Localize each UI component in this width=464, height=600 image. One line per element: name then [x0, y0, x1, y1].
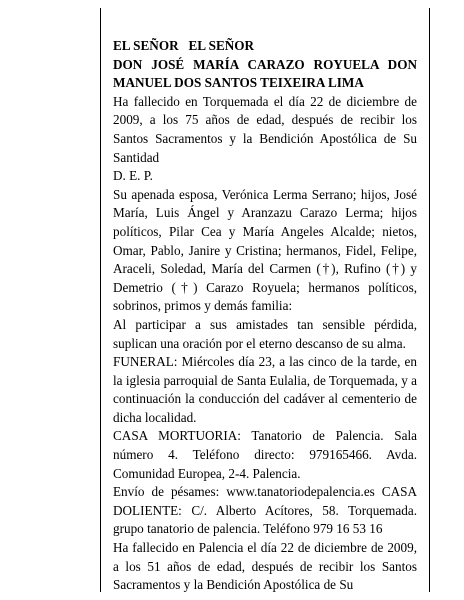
funeral-paragraph: FUNERAL: Miércoles día 23, a las cinco de la tarde, en la iglesia parroquial de Santa Eulalia, de Torquemada, y a continuación la conducción del cadáver al cementerio de dicha localidad.	[113, 354, 417, 425]
obituary-frame	[100, 8, 430, 592]
obituary-text	[113, 37, 417, 595]
left-border-rule	[100, 8, 101, 592]
deceased-names: DON JOSÉ MARÍA CARAZO ROYUELA DON MANUEL DOS SANTOS TEIXEIRA LIMA	[113, 56, 417, 91]
death-notice-paragraph: Ha fallecido en Torquemada el día 22 de diciembre de 2009, a los 75 años de edad, después de recibir los Santos Sacramentos y la Bendición Apostólica de Su Santidad	[113, 93, 417, 165]
casa-mortuoria-paragraph: CASA MORTUORIA: Tanatorio de Palencia. Sala número 4. Teléfono directo: 979165466. Avda. Comunidad Europea, 2-4. Palencia.	[113, 428, 417, 481]
obituary-heading: EL SEÑOR EL SEÑOR	[113, 38, 255, 53]
condolences-paragraph: Envío de pésames: www.tanatoriodepalencia.es CASA DOLIENTE: C/. Alberto Acítores, 58. Torquemada. grupo tanatorio de palencia. Teléfono 979 16 53 16	[113, 484, 417, 537]
second-death-notice-paragraph: Ha fallecido en Palencia el día 22 de diciembre de 2009, a los 51 años de edad, después de recibir los Santos Sacramentos y la Bendición Apostólica de Su	[113, 540, 417, 593]
right-border-rule	[429, 8, 430, 592]
dep-line: D. E. P.	[113, 168, 153, 184]
prayer-request-paragraph: Al participar a sus amistades tan sensible pérdida, suplican una oración por el eterno descanso de su alma.	[113, 316, 417, 351]
family-paragraph: Su apenada esposa, Verónica Lerma Serrano; hijos, José María, Luis Ángel y Aranzazu Carazo Lerma; hijos políticos, Pilar Cea y María Angeles Alcalde; nietos, Omar, Pablo, Janire y Cristina; hermanos, Fidel, Felipe, Araceli, Soledad, María del Carmen (†), Rufino (†) y Demetrio (†) Carazo Royuela; hermanos políticos, sobrinos, primos y demás familia:	[113, 186, 417, 314]
